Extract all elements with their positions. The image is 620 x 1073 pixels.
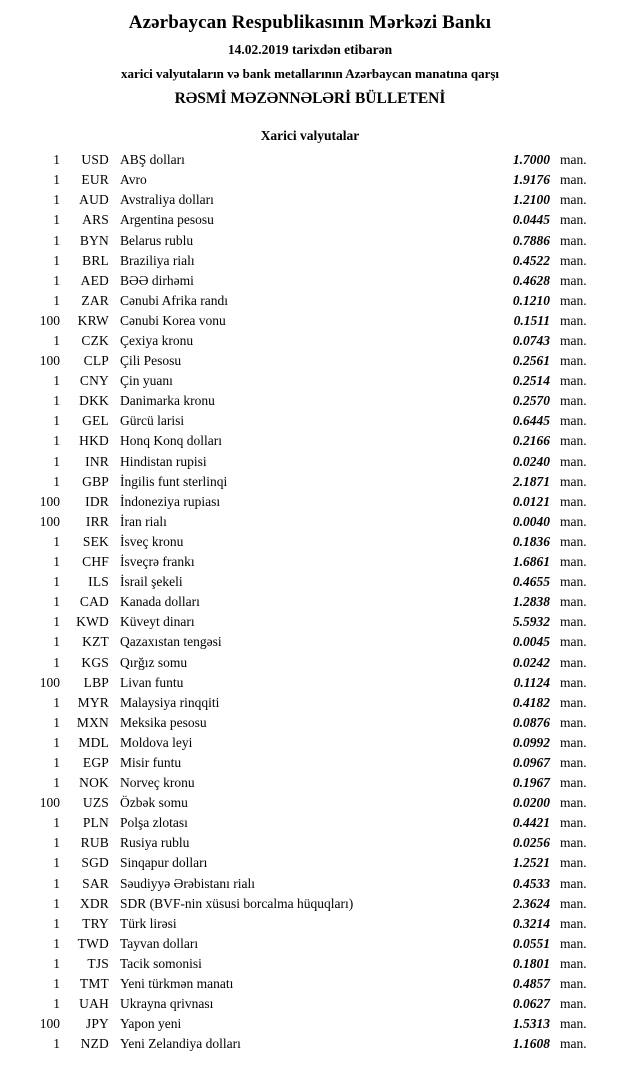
currency-name: İran rialı bbox=[120, 513, 167, 529]
currency-code: ARS bbox=[82, 212, 109, 228]
currency-rate: 1.9176 bbox=[512, 172, 550, 188]
currency-name: İsveç kronu bbox=[120, 533, 184, 549]
effective-date: 14.02.2019 tarixdən etibarən bbox=[227, 41, 393, 57]
currency-name: BƏƏ dirhəmi bbox=[120, 272, 194, 288]
currency-code: PLN bbox=[82, 815, 109, 831]
table-row bbox=[14, 813, 606, 833]
rate-unit-label: man. bbox=[560, 473, 587, 489]
currency-code: KWD bbox=[76, 614, 109, 630]
table-row bbox=[14, 391, 606, 411]
currency-units: 1 bbox=[53, 714, 60, 730]
currency-rate: 0.2166 bbox=[512, 433, 550, 449]
currency-rates-body bbox=[14, 150, 606, 1054]
currency-code: SAR bbox=[82, 875, 109, 891]
currency-rate: 0.1967 bbox=[512, 775, 550, 791]
currency-rate: 0.0040 bbox=[512, 513, 550, 529]
rate-unit-label: man. bbox=[560, 1016, 587, 1032]
currency-code: UZS bbox=[82, 795, 109, 811]
currency-units: 1 bbox=[53, 835, 60, 851]
rate-unit-label: man. bbox=[560, 935, 587, 951]
currency-name: Moldova leyi bbox=[120, 734, 193, 750]
currency-rate: 1.1608 bbox=[512, 1036, 550, 1052]
currency-code: AED bbox=[80, 272, 109, 288]
currency-rate: 0.1836 bbox=[512, 533, 550, 549]
currency-units: 1 bbox=[53, 554, 60, 570]
currency-units: 100 bbox=[39, 513, 60, 529]
currency-units: 1 bbox=[53, 533, 60, 549]
rate-unit-label: man. bbox=[560, 493, 587, 509]
currency-code: CZK bbox=[81, 333, 109, 349]
table-row bbox=[14, 170, 606, 190]
rate-unit-label: man. bbox=[560, 554, 587, 570]
currency-units: 1 bbox=[53, 272, 60, 288]
currency-units: 100 bbox=[39, 795, 60, 811]
currency-code: TRY bbox=[82, 915, 109, 931]
table-row bbox=[14, 874, 606, 894]
currency-code: BYN bbox=[79, 232, 109, 248]
currency-units: 1 bbox=[53, 775, 60, 791]
rate-unit-label: man. bbox=[560, 976, 587, 992]
table-row bbox=[14, 492, 606, 512]
bank-title: Azərbaycan Respublikasının Mərkəzi Bankı bbox=[128, 12, 492, 33]
currency-code: GBP bbox=[82, 473, 109, 489]
currency-units: 1 bbox=[53, 654, 60, 670]
currency-name: Səudiyyə Ərəbistanı rialı bbox=[120, 875, 255, 891]
currency-units: 1 bbox=[53, 935, 60, 951]
currency-code: TMT bbox=[79, 976, 109, 992]
currency-code: INR bbox=[85, 453, 109, 469]
currency-rate: 1.7000 bbox=[512, 152, 550, 168]
table-row bbox=[14, 552, 606, 572]
rate-unit-label: man. bbox=[560, 232, 587, 248]
currency-code: MXN bbox=[76, 714, 109, 730]
currency-units: 1 bbox=[53, 252, 60, 268]
rate-unit-label: man. bbox=[560, 413, 587, 429]
currency-units: 1 bbox=[53, 875, 60, 891]
currency-units: 1 bbox=[53, 614, 60, 630]
currency-name: Çin yuanı bbox=[120, 373, 173, 389]
currency-code: LBP bbox=[83, 674, 109, 690]
rate-unit-label: man. bbox=[560, 212, 587, 228]
table-row bbox=[14, 351, 606, 371]
currency-name: Yapon yeni bbox=[120, 1016, 182, 1032]
table-row bbox=[14, 190, 606, 210]
table-row bbox=[14, 411, 606, 431]
currency-rate: 2.1871 bbox=[512, 473, 550, 489]
currency-code: TJS bbox=[87, 955, 109, 971]
currency-rate: 1.2100 bbox=[512, 192, 550, 208]
rate-unit-label: man. bbox=[560, 513, 587, 529]
currency-units: 1 bbox=[53, 996, 60, 1012]
currency-rate: 0.6445 bbox=[512, 413, 550, 429]
currency-name: Tayvan dolları bbox=[120, 935, 199, 951]
rate-unit-label: man. bbox=[560, 272, 587, 288]
currency-units: 1 bbox=[53, 895, 60, 911]
currency-name: Cənubi Korea vonu bbox=[120, 312, 226, 328]
currency-rate: 0.2561 bbox=[512, 353, 550, 369]
currency-name: Braziliya rialı bbox=[120, 252, 195, 268]
currency-code: RUB bbox=[80, 835, 109, 851]
currency-units: 1 bbox=[53, 915, 60, 931]
currency-name: İndoneziya rupiası bbox=[120, 493, 221, 509]
currency-rate: 0.0551 bbox=[512, 935, 550, 951]
currency-name: Norveç kronu bbox=[120, 775, 195, 791]
currency-code: JPY bbox=[85, 1016, 109, 1032]
currency-code: NOK bbox=[79, 775, 109, 791]
table-row bbox=[14, 773, 606, 793]
currency-units: 1 bbox=[53, 594, 60, 610]
currency-units: 100 bbox=[39, 674, 60, 690]
currency-code: USD bbox=[81, 152, 109, 168]
currency-rate: 0.3214 bbox=[512, 915, 550, 931]
currency-rate: 0.1511 bbox=[513, 312, 550, 328]
currency-name: İngilis funt sterlinqi bbox=[120, 473, 228, 489]
rate-unit-label: man. bbox=[560, 855, 587, 871]
table-row bbox=[14, 833, 606, 853]
currency-units: 1 bbox=[53, 734, 60, 750]
table-row bbox=[14, 994, 606, 1014]
rate-unit-label: man. bbox=[560, 734, 587, 750]
currency-rate: 0.4522 bbox=[512, 252, 550, 268]
table-row bbox=[14, 512, 606, 532]
currency-units: 1 bbox=[53, 292, 60, 308]
table-row bbox=[14, 612, 606, 632]
rate-unit-label: man. bbox=[560, 333, 587, 349]
table-row bbox=[14, 1014, 606, 1034]
currency-code: IRR bbox=[85, 513, 109, 529]
currency-name: Cənubi Afrika randı bbox=[120, 292, 228, 308]
table-row bbox=[14, 934, 606, 954]
rate-unit-label: man. bbox=[560, 312, 587, 328]
currency-name: Misir funtu bbox=[120, 754, 182, 770]
table-row bbox=[14, 291, 606, 311]
currency-code: BRL bbox=[82, 252, 109, 268]
currency-units: 1 bbox=[53, 333, 60, 349]
rate-unit-label: man. bbox=[560, 895, 587, 911]
currency-units: 1 bbox=[53, 955, 60, 971]
rate-unit-label: man. bbox=[560, 252, 587, 268]
table-row bbox=[14, 753, 606, 773]
bulletin-title: RƏSMİ MƏZƏNNƏLƏRİ BÜLLETENİ bbox=[174, 89, 446, 107]
currency-name: Meksika pesosu bbox=[120, 714, 207, 730]
currency-rate: 2.3624 bbox=[512, 895, 550, 911]
table-row bbox=[14, 733, 606, 753]
currency-units: 1 bbox=[53, 1036, 60, 1052]
rate-unit-label: man. bbox=[560, 634, 587, 650]
currency-rate: 0.0121 bbox=[512, 493, 550, 509]
currency-units: 1 bbox=[53, 694, 60, 710]
currency-name: Özbək somu bbox=[120, 795, 188, 811]
table-row bbox=[14, 592, 606, 612]
currency-rates-table bbox=[14, 150, 606, 1054]
table-row bbox=[14, 371, 606, 391]
currency-units: 1 bbox=[53, 192, 60, 208]
rate-unit-label: man. bbox=[560, 152, 587, 168]
rate-unit-label: man. bbox=[560, 172, 587, 188]
currency-code: EGP bbox=[82, 754, 109, 770]
currency-rate: 0.1124 bbox=[513, 674, 550, 690]
table-row bbox=[14, 894, 606, 914]
currency-rate: 0.2570 bbox=[512, 393, 550, 409]
table-row bbox=[14, 713, 606, 733]
table-row bbox=[14, 231, 606, 251]
rate-unit-label: man. bbox=[560, 915, 587, 931]
currency-rate: 0.1801 bbox=[512, 955, 550, 971]
rate-unit-label: man. bbox=[560, 714, 587, 730]
currency-code: CAD bbox=[79, 594, 109, 610]
rate-unit-label: man. bbox=[560, 654, 587, 670]
currency-code: MYR bbox=[77, 694, 109, 710]
rate-unit-label: man. bbox=[560, 594, 587, 610]
table-row bbox=[14, 974, 606, 994]
currency-name: İsrail şekeli bbox=[120, 574, 183, 590]
currency-name: SDR (BVF-nin xüsusi borcalma hüquqları) bbox=[120, 895, 354, 911]
currency-rate: 0.0045 bbox=[512, 634, 550, 650]
currency-code: SEK bbox=[82, 533, 109, 549]
table-row bbox=[14, 472, 606, 492]
currency-name: Danimarka kronu bbox=[120, 393, 215, 409]
currency-units: 1 bbox=[53, 574, 60, 590]
currency-code: UAH bbox=[79, 996, 109, 1012]
currency-rate: 0.0967 bbox=[512, 754, 550, 770]
currency-name: İsveçrə frankı bbox=[120, 554, 195, 570]
table-row bbox=[14, 793, 606, 813]
rate-unit-label: man. bbox=[560, 574, 587, 590]
currency-code: DKK bbox=[79, 393, 109, 409]
table-row bbox=[14, 693, 606, 713]
currency-rate: 1.6861 bbox=[512, 554, 550, 570]
currency-rate: 0.0992 bbox=[512, 734, 550, 750]
currency-rate: 0.4182 bbox=[512, 694, 550, 710]
currency-units: 100 bbox=[39, 312, 60, 328]
table-row bbox=[14, 1034, 606, 1054]
currency-code: CHF bbox=[82, 554, 109, 570]
currency-rate: 0.4421 bbox=[512, 815, 550, 831]
currency-units: 100 bbox=[39, 353, 60, 369]
currency-name: Avro bbox=[120, 172, 147, 188]
table-row bbox=[14, 853, 606, 873]
currency-name: ABŞ dolları bbox=[120, 152, 185, 168]
currency-name: Belarus rublu bbox=[120, 232, 194, 248]
table-row bbox=[14, 210, 606, 230]
currency-rate: 0.0242 bbox=[512, 654, 550, 670]
currency-units: 1 bbox=[53, 393, 60, 409]
rate-unit-label: man. bbox=[560, 192, 587, 208]
rate-unit-label: man. bbox=[560, 393, 587, 409]
currency-name: Çexiya kronu bbox=[120, 333, 194, 349]
rate-unit-label: man. bbox=[560, 795, 587, 811]
currency-rate: 0.4533 bbox=[512, 875, 550, 891]
table-row bbox=[14, 532, 606, 552]
currency-units: 1 bbox=[53, 453, 60, 469]
table-row bbox=[14, 431, 606, 451]
rate-unit-label: man. bbox=[560, 875, 587, 891]
currency-units: 1 bbox=[53, 976, 60, 992]
currency-name: Çili Pesosu bbox=[120, 353, 182, 369]
table-row bbox=[14, 653, 606, 673]
currency-rate: 0.4655 bbox=[512, 574, 550, 590]
currency-code: TWD bbox=[77, 935, 109, 951]
currency-name: Küveyt dinarı bbox=[120, 614, 195, 630]
rate-unit-label: man. bbox=[560, 674, 587, 690]
currency-code: CNY bbox=[79, 373, 109, 389]
document-subtitle: xarici valyutaların və bank metallarının Azərbaycan manatına qarşı bbox=[120, 65, 500, 81]
currency-rate: 0.0743 bbox=[512, 333, 550, 349]
document-header bbox=[14, 12, 606, 108]
rate-unit-label: man. bbox=[560, 614, 587, 630]
currency-name: Avstraliya dolları bbox=[120, 192, 214, 208]
table-row bbox=[14, 452, 606, 472]
currency-name: Livan funtu bbox=[120, 674, 184, 690]
table-row bbox=[14, 150, 606, 170]
currency-rate: 1.5313 bbox=[512, 1016, 550, 1032]
currency-units: 1 bbox=[53, 172, 60, 188]
currency-units: 1 bbox=[53, 232, 60, 248]
table-row bbox=[14, 331, 606, 351]
currency-name: Malaysiya rinqqiti bbox=[120, 694, 220, 710]
currency-units: 1 bbox=[53, 754, 60, 770]
rate-unit-label: man. bbox=[560, 815, 587, 831]
rate-unit-label: man. bbox=[560, 1036, 587, 1052]
currency-rate: 0.4628 bbox=[512, 272, 550, 288]
table-row bbox=[14, 914, 606, 934]
currency-rate: 0.0627 bbox=[512, 996, 550, 1012]
currency-code: ZAR bbox=[81, 292, 109, 308]
rate-unit-label: man. bbox=[560, 533, 587, 549]
currency-units: 100 bbox=[39, 493, 60, 509]
table-row bbox=[14, 572, 606, 592]
rate-unit-label: man. bbox=[560, 433, 587, 449]
rate-unit-label: man. bbox=[560, 694, 587, 710]
currency-units: 1 bbox=[53, 815, 60, 831]
currency-code: HKD bbox=[79, 433, 109, 449]
currency-name: Yeni Zelandiya dolları bbox=[120, 1036, 241, 1052]
currency-name: Kanada dolları bbox=[120, 594, 200, 610]
currency-rate: 1.2521 bbox=[512, 855, 550, 871]
rate-unit-label: man. bbox=[560, 373, 587, 389]
currency-units: 1 bbox=[53, 212, 60, 228]
currency-rate: 0.0240 bbox=[512, 453, 550, 469]
currency-rate: 0.0445 bbox=[512, 212, 550, 228]
currency-rate: 0.0200 bbox=[512, 795, 550, 811]
currency-name: Qırğız somu bbox=[120, 654, 188, 670]
currency-rate: 0.0256 bbox=[512, 835, 550, 851]
currency-name: Honq Konq dolları bbox=[120, 433, 222, 449]
currency-code: XDR bbox=[79, 895, 109, 911]
currency-rate: 0.0876 bbox=[512, 714, 550, 730]
currency-code: KGS bbox=[81, 654, 109, 670]
currency-name: Türk lirəsi bbox=[120, 915, 177, 931]
currency-rate: 1.2838 bbox=[512, 594, 550, 610]
currency-name: Ukrayna qrivnası bbox=[120, 996, 214, 1012]
currency-code: ILS bbox=[88, 574, 109, 590]
currency-name: Yeni türkmən manatı bbox=[120, 976, 234, 992]
currency-code: KRW bbox=[77, 312, 109, 328]
currency-name: Rusiya rublu bbox=[120, 835, 190, 851]
currency-code: NZD bbox=[80, 1036, 109, 1052]
currency-units: 1 bbox=[53, 433, 60, 449]
rate-unit-label: man. bbox=[560, 292, 587, 308]
rate-unit-label: man. bbox=[560, 453, 587, 469]
currency-code: SGD bbox=[81, 855, 109, 871]
currency-code: MDL bbox=[78, 734, 109, 750]
currency-rate: 5.5932 bbox=[512, 614, 550, 630]
rate-unit-label: man. bbox=[560, 775, 587, 791]
currency-rate: 0.2514 bbox=[512, 373, 550, 389]
currency-units: 1 bbox=[53, 855, 60, 871]
currency-rate: 0.1210 bbox=[512, 292, 550, 308]
currency-code: EUR bbox=[81, 172, 109, 188]
table-row bbox=[14, 251, 606, 271]
table-row bbox=[14, 311, 606, 331]
section-title-foreign-currencies: Xarici valyutalar bbox=[260, 128, 360, 144]
currency-units: 1 bbox=[53, 373, 60, 389]
rate-unit-label: man. bbox=[560, 353, 587, 369]
currency-name: Sinqapur dolları bbox=[120, 855, 208, 871]
currency-code: CLP bbox=[83, 353, 109, 369]
rate-unit-label: man. bbox=[560, 835, 587, 851]
rate-unit-label: man. bbox=[560, 754, 587, 770]
currency-units: 1 bbox=[53, 634, 60, 650]
currency-name: Tacik somonisi bbox=[120, 955, 202, 971]
table-row bbox=[14, 673, 606, 693]
currency-units: 1 bbox=[53, 152, 60, 168]
currency-code: GEL bbox=[82, 413, 109, 429]
currency-code: KZT bbox=[82, 634, 109, 650]
currency-name: Qazaxıstan tengəsi bbox=[120, 634, 222, 650]
currency-units: 1 bbox=[53, 413, 60, 429]
currency-code: AUD bbox=[79, 192, 109, 208]
rate-unit-label: man. bbox=[560, 996, 587, 1012]
currency-name: Gürcü larisi bbox=[120, 413, 185, 429]
currency-code: IDR bbox=[85, 493, 109, 509]
currency-units: 1 bbox=[53, 473, 60, 489]
currency-rate: 0.4857 bbox=[512, 976, 550, 992]
currency-units: 100 bbox=[39, 1016, 60, 1032]
table-row bbox=[14, 954, 606, 974]
table-row bbox=[14, 632, 606, 652]
currency-name: Argentina pesosu bbox=[120, 212, 214, 228]
currency-name: Polşa zlotası bbox=[120, 815, 188, 831]
table-row bbox=[14, 271, 606, 291]
rate-unit-label: man. bbox=[560, 955, 587, 971]
currency-rate: 0.7886 bbox=[512, 232, 550, 248]
currency-name: Hindistan rupisi bbox=[120, 453, 207, 469]
